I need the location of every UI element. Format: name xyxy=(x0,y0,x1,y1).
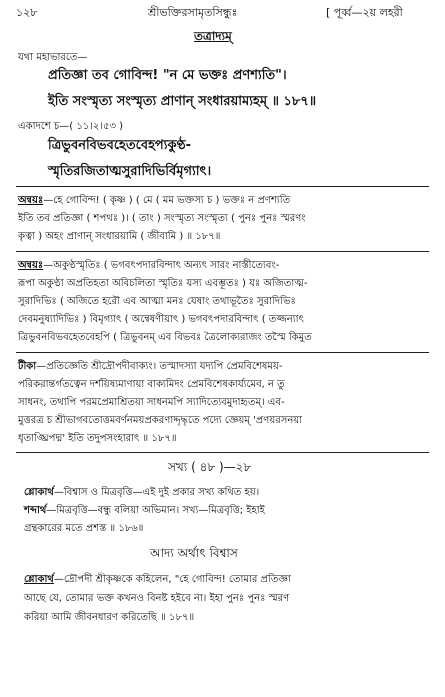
verse-line-2: ইতি সংস্মৃত্য সংস্মৃত্য প্রাণান্‌ সংধারয়াম্যহম্‌ ॥ ১৮৭॥ xyxy=(48,94,317,109)
tika-line: সাধনং, তথাপি পরমপ্রেমাশ্রিতয়া সাধনমপি স্যাদিত্যেবমুদাহৃতম্‌। এব- xyxy=(18,397,285,408)
anvaya-line: রূপা অকুণ্ঠা অপ্রতিহতা অবিচলিতা স্মৃতিঃ যস্য এবম্ভূতঃ ) যঃ অজিতাত্ম- xyxy=(18,278,308,289)
tika-line: টীকা—প্রতিজ্ঞেতি শ্রীদ্রৌপদীবাক্যং। তস্মাদস্যা যদ্যপি প্রেমবিশেষময়- xyxy=(18,361,283,372)
anvaya-line: ইতি তব প্রতিজ্ঞা ( শপথঃ )। ( তাং ) সংস্মৃত্য সংস্মৃত্য ( পুনঃ পুনঃ স্মরণং xyxy=(18,213,306,224)
shabdartha-line: গ্রন্থকারের মতে প্রশস্ত ॥ ১৮৬॥ xyxy=(24,523,144,534)
sakhya-heading: সখ্য ( ৪৮ )—২৮ xyxy=(168,460,252,474)
page-number: ১২৮ xyxy=(16,6,38,19)
tika-line: মুত্তরত্র চ শ্রীভাগবতোত্তমবর্ণনময়প্রকরণাদ্দৃদ্ধৃতে পদ্যে জ্ঞেয়ম্‌ 'প্রণয়রসনয়া xyxy=(18,415,303,426)
divider xyxy=(16,352,429,353)
shlokartha-line: আছে যে, তোমার ভক্ত কখনও বিনষ্ট হইবে না। ইহা পুনঃ পুনঃ স্মরণ xyxy=(24,593,290,604)
shlokartha-line: করিয়া আমি জীবনধারণ করিতেছি ॥ ১৮৭॥ xyxy=(24,612,195,623)
tika-label: টীকা xyxy=(18,361,37,372)
reference-source: একাদশে চ—( ১১।২।৫৩ ) xyxy=(18,121,124,132)
anvaya-line: দেবমনুষ্যাদিভিঃ ) বিমৃগ্যাৎ ( অন্বেষণীয়াৎ ) ভগবৎপদারবিন্দাৎ ( তজ্জন্যাৎ xyxy=(18,314,304,325)
section-heading: তত্রাদ্যম্‌ xyxy=(194,29,232,43)
tika-line: পরিকরান্তর্গতত্বেন দর্শয়িষ্যমাণায়া বাক্যমিদং প্রেমবিশেষকার্য্যমেব, ন তু xyxy=(18,379,285,390)
verse-line-4: স্মৃতিরজিতাত্মসুরাদিভির্বিমৃগ্যাৎ। xyxy=(48,164,212,179)
anvaya-label: অন্বয়ঃ xyxy=(18,195,44,206)
section-label: [ পূর্ব্ব—২য় লহরী xyxy=(326,6,403,19)
shlokartha-line: শ্লোকার্থ—দ্রৌপদী শ্রীকৃষ্ণকে কহিলেন, "হে গোবিন্দ! তোমার প্রতিজ্ঞা xyxy=(24,574,291,585)
shabdartha-label: শব্দার্থ xyxy=(24,505,47,516)
anvaya-line: অন্বয়ঃ—অকুণ্ঠস্মৃতিঃ ( ভগবৎপদারবিন্দাৎ অন্যৎ সারং নাস্তীত্যেবং- xyxy=(18,260,280,271)
divider xyxy=(16,186,429,187)
adya-heading: আদ্য অর্থাৎ বিশ্বাস xyxy=(150,546,238,560)
anvaya-line: কৃত্বা ) অহং প্রাণান্‌ সংধারয়ামি ( জীবামি ) ॥ ১৮৭॥ xyxy=(18,231,221,242)
verse-line-1: প্রতিজ্ঞা তব গোবিন্দ! "ন মে ভক্তঃ প্রণশ্যতি"। xyxy=(48,68,287,83)
shlokartha-line: শ্লোকার্থ—বিশ্বাস ও মিত্রবৃত্তি—এই দুই প্রকার সখ্য কথিত হয়। xyxy=(24,487,260,498)
shlokartha-label: শ্লোকার্থ xyxy=(24,574,54,585)
anvaya-line: সুরাদিভিঃ ( অজিতে হরৌ এব আত্মা মনঃ যেষাং তথাভূতৈঃ সুরাদিভিঃ xyxy=(18,296,296,307)
divider xyxy=(16,251,429,252)
tika-line: ধৃতাঙ্ঘ্রিপদ্ম' ইতি তদুপসংহারাৎ ॥ ১৮৭॥ xyxy=(18,433,177,444)
anvaya-line: অন্বয়ঃ—হে গোবিন্দ! ( কৃষ্ণ ) ( মে ( মম ভক্তস্য চ ) ভক্তঃ ন প্রণশ্যতি xyxy=(18,195,291,206)
shlokartha-label: শ্লোকার্থ xyxy=(24,487,54,498)
divider xyxy=(16,452,429,453)
verse-line-3: ত্রিভুবনবিভবহেতবেহপ্যকুণ্ঠ- xyxy=(48,138,192,153)
anvaya-line: ত্রিভুবনবিভবহেতবেহপি ( ত্রিভুবনম্‌ এব বিভবঃ ত্রৈলোক্যরাজং তস্মৈ কিমুত xyxy=(18,332,312,343)
shabdartha-line: শব্দার্থ—মিত্রবৃত্তি—বন্ধু বলিয়া অভিমান। সখ্য—মিত্রবৃত্তি; ইহাই xyxy=(24,505,265,516)
book-title: শ্রীভক্তিরসামৃতসিন্ধুঃ xyxy=(148,6,238,19)
intro-line: যথা মহাভারতে— xyxy=(18,52,88,63)
anvaya-label: অন্বয়ঃ xyxy=(18,260,44,271)
